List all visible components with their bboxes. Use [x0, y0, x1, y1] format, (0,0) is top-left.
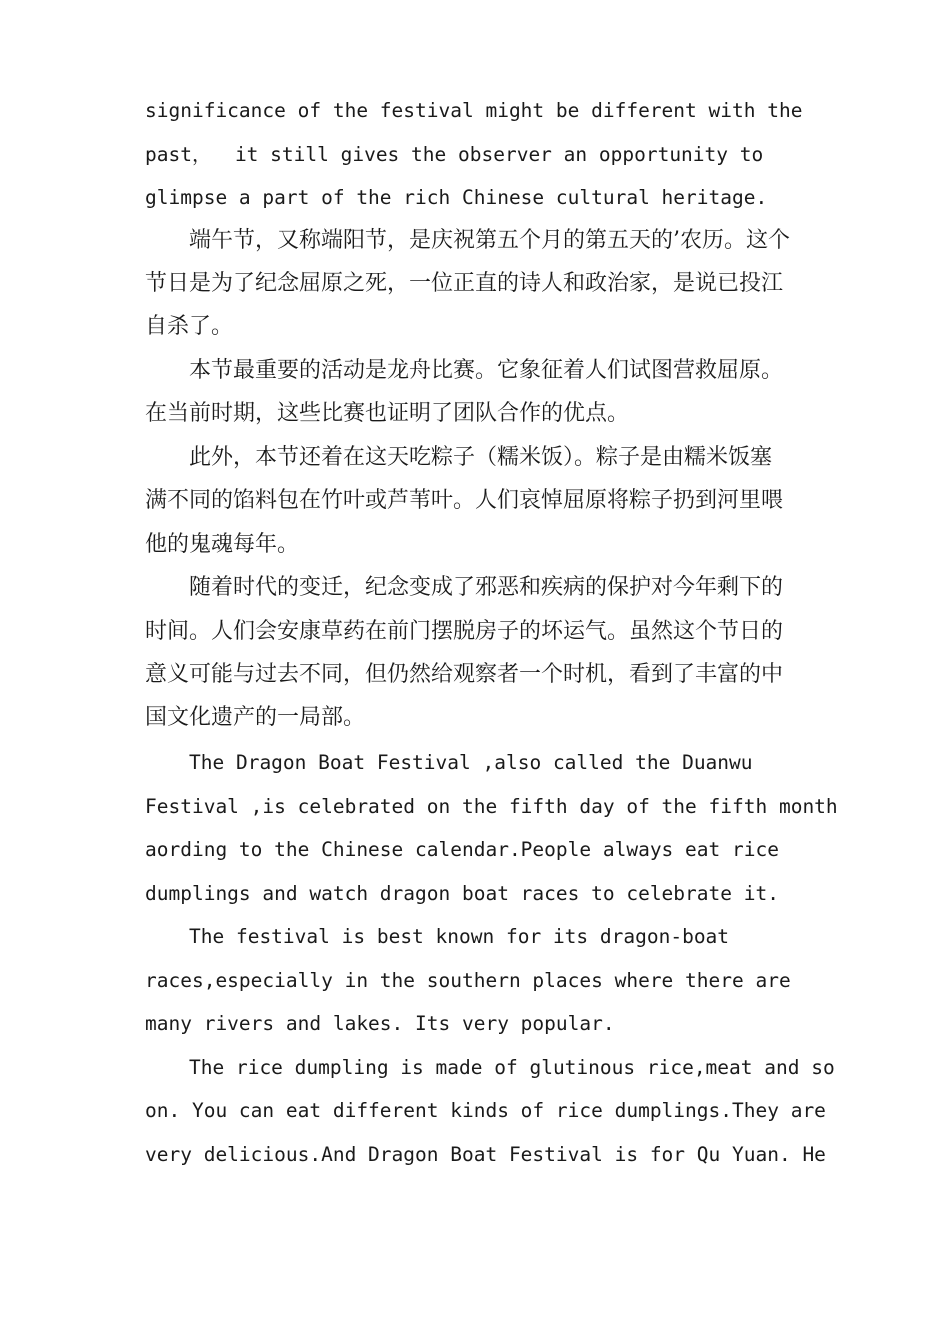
text-line: 意义可能与过去不同，但仍然给观察者一个时机，看到了丰富的中 [145, 662, 784, 687]
text-line: 满不同的馅料包在竹叶或芦苇叶。人们哀悼屈原将粽子扔到河里喂 [145, 488, 784, 513]
text-line: The rice dumpling is made of glutinous rice,meat and so [189, 1056, 835, 1079]
text-line: very delicious.And Dragon Boat Festival is for Qu Yuan. He [145, 1143, 826, 1166]
text-line: Festival ,is celebrated on the fifth day of the fifth month [145, 795, 838, 818]
text-line: 自杀了。 [145, 314, 234, 339]
text-line: on. You can eat different kinds of rice dumplings.They are [145, 1099, 826, 1122]
text-line: many rivers and lakes. Its very popular. [145, 1012, 615, 1035]
text-line: 时间。人们会安康草药在前门摆脱房子的坏运气。虽然这个节日的 [145, 619, 784, 644]
text-line: 他的鬼魂每年。 [145, 532, 300, 557]
text-line: The festival is best known for its dragon-boat [189, 925, 730, 948]
text-line: The Dragon Boat Festival ,also called the Duanwu [189, 751, 753, 774]
text-line: 此外，本节还着在这天吃粽子（糯米饭）。粽子是由糯米饭塞 [189, 445, 773, 470]
text-line: races,especially in the southern places where there are [145, 969, 791, 992]
text-line: glimpse a part of the rich Chinese cultural heritage. [145, 186, 768, 209]
text-line: 本节最重要的活动是龙舟比赛。它象征着人们试图营救屈原。 [189, 358, 784, 383]
text-line: 在当前时期，这些比赛也证明了团队合作的优点。 [145, 401, 630, 426]
text-line: 端午节，又称端阳节，是庆祝第五个月的第五天的’农历。这个 [189, 228, 790, 253]
text-line: past， it still gives the observer an opportunity to [145, 143, 764, 166]
text-line: significance of the festival might be different with the [145, 99, 803, 122]
text-line: 节日是为了纪念屈原之死，一位正直的诗人和政治家，是说已投江 [145, 271, 784, 296]
text-line: aording to the Chinese calendar.People always eat rice [145, 838, 779, 861]
text-line: 随着时代的变迁，纪念变成了邪恶和疾病的保护对今年剩下的 [189, 575, 784, 600]
text-line: dumplings and watch dragon boat races to celebrate it. [145, 882, 779, 905]
text-line: 国文化遗产的一局部。 [145, 705, 366, 730]
